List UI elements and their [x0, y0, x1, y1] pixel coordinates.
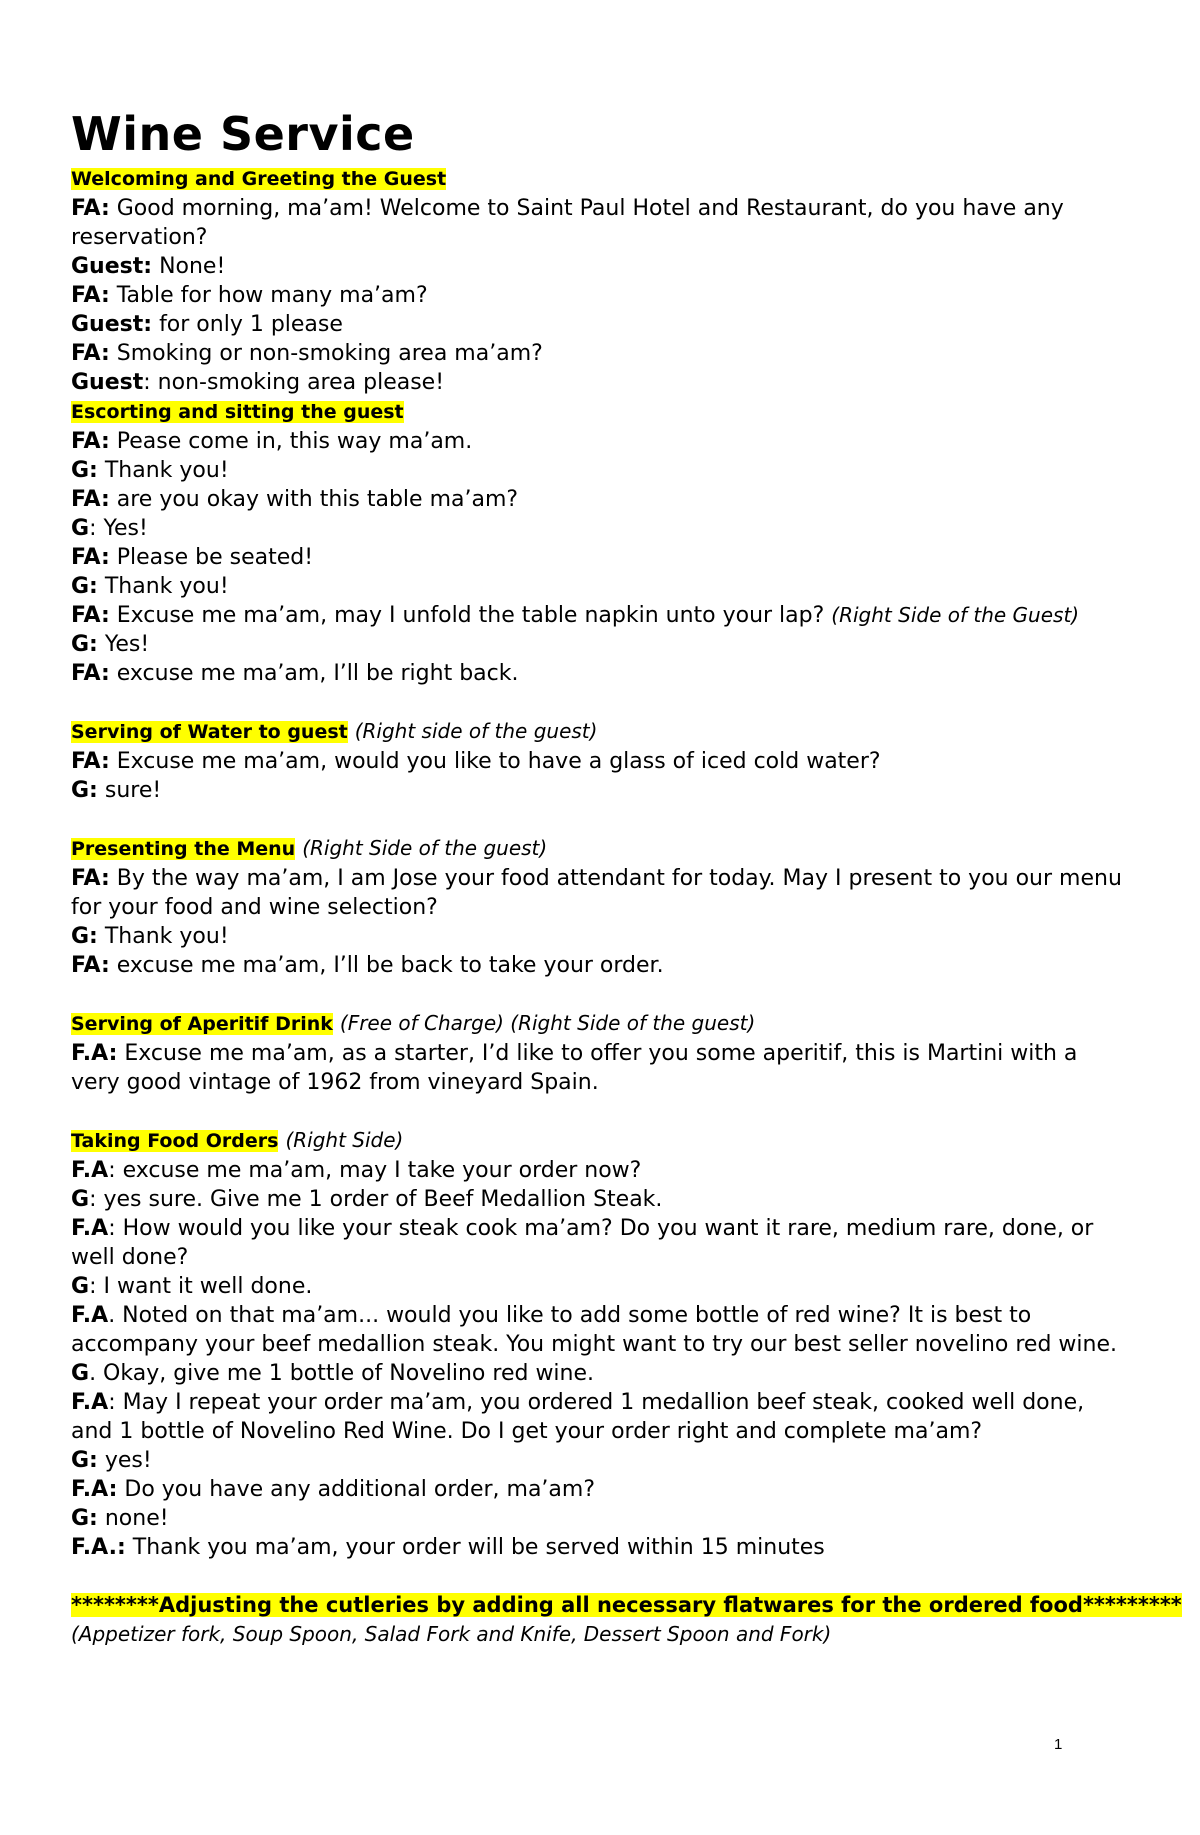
- dialogue-text: Excuse me ma’am, as a starter, I’d like to offer you some aperitif, this is Martini with a very good vintage of 1962 from vineyard Spain.: [71, 1041, 1078, 1095]
- dialogue-text: Do you have any additional order, ma’am?: [124, 1477, 596, 1502]
- dialogue-text: Pease come in, this way ma’am.: [116, 429, 473, 454]
- speaker: F.A:: [71, 1041, 118, 1066]
- speaker: FA:: [71, 953, 110, 978]
- speaker: Guest: [71, 370, 144, 395]
- section-heading: Welcoming and Greeting the Guest: [71, 168, 447, 190]
- dialogue-text: : May I repeat your order ma’am, you ordered 1 medallion beef steak, cooked well done, and 1 bottle of Novelino Red Wine. Do I get your order right and complete ma’am?: [71, 1390, 1085, 1444]
- dialogue-text: Thank you!: [104, 458, 229, 483]
- speaker: G: [71, 516, 90, 541]
- dialogue-text: yes!: [104, 1448, 152, 1473]
- section-escorting: [71, 397, 1141, 688]
- dialogue-text: for only 1 please: [159, 312, 343, 337]
- stage-note: (Right side of the guest): [354, 719, 598, 743]
- section-welcoming: [71, 164, 1141, 397]
- dialogue-text: Smoking or non-smoking area ma’am?: [116, 341, 543, 366]
- speaker: G:: [71, 458, 98, 483]
- dialogue-text: Good morning, ma’am! Welcome to Saint Paul Hotel and Restaurant, do you have any reservation?: [71, 196, 1064, 250]
- section-heading: Serving of Aperitif Drink: [71, 1013, 333, 1035]
- dialogue-text: Thank you!: [104, 924, 229, 949]
- cutlery-note: (Appetizer fork, Soup Spoon, Salad Fork and Knife, Dessert Spoon and Fork): [71, 1622, 832, 1646]
- speaker: F.A.:: [71, 1535, 126, 1560]
- speaker: G: [71, 1361, 90, 1386]
- document-page: [71, 107, 1182, 1649]
- speaker: FA:: [71, 866, 110, 891]
- speaker: G: [71, 1274, 90, 1299]
- speaker: F.A: [71, 1390, 109, 1415]
- section-taking-orders: [71, 1126, 1141, 1562]
- section-heading: Serving of Water to guest: [71, 721, 348, 743]
- dialogue-text: . Okay, give me 1 bottle of Novelino red wine.: [89, 1361, 595, 1386]
- dialogue-text: are you okay with this table ma’am?: [116, 487, 519, 512]
- dialogue-text: Yes!: [104, 632, 150, 657]
- speaker: G:: [71, 574, 98, 599]
- dialogue-text: none!: [104, 1506, 169, 1531]
- speaker: G:: [71, 632, 98, 657]
- dialogue-text: None!: [159, 254, 226, 279]
- speaker: FA:: [71, 661, 110, 686]
- stage-note: (Right Side of the Guest): [831, 603, 1080, 627]
- dialogue-text: . Noted on that ma’am... would you like to add some bottle of red wine? It is best to accompany your beef medallion steak. You might want to try our best seller novelino red wine.: [71, 1303, 1117, 1357]
- section-heading: Taking Food Orders: [71, 1130, 279, 1152]
- speaker: FA:: [71, 749, 110, 774]
- dialogue-text: Excuse me ma’am, would you like to have a glass of iced cold water?: [116, 749, 881, 774]
- speaker: FA:: [71, 487, 110, 512]
- dialogue-text: excuse me ma’am, I’ll be back to take your order.: [116, 953, 664, 978]
- section-heading: Presenting the Menu: [71, 838, 296, 860]
- speaker: Guest:: [71, 312, 153, 337]
- speaker: G:: [71, 1448, 98, 1473]
- dialogue-text: Table for how many ma’am?: [116, 283, 428, 308]
- dialogue-text: Please be seated!: [116, 545, 314, 570]
- speaker: G:: [71, 924, 98, 949]
- dialogue-text: Thank you ma’am, your order will be served within 15 minutes: [132, 1535, 825, 1560]
- dialogue-text: excuse me ma’am, I’ll be right back.: [116, 661, 519, 686]
- speaker: F.A: [71, 1216, 109, 1241]
- dialogue-text: : Yes!: [89, 516, 148, 541]
- dialogue-text: : I want it well done.: [89, 1274, 313, 1299]
- dialogue-text: : How would you like your steak cook ma’am? Do you want it rare, medium rare, done, or well done?: [71, 1216, 1094, 1270]
- section-presenting-menu: [71, 834, 1141, 980]
- section-heading: Escorting and sitting the guest: [71, 401, 404, 423]
- speaker: FA:: [71, 545, 110, 570]
- speaker: FA:: [71, 196, 110, 221]
- speaker: G:: [71, 1506, 98, 1531]
- speaker: F.A: [71, 1303, 109, 1328]
- section-serving-water: [71, 717, 1141, 805]
- stage-note: (Free of Charge) (Right Side of the guest): [339, 1011, 756, 1035]
- stage-note: (Right Side): [285, 1128, 404, 1152]
- cutlery-section: [71, 1591, 1182, 1649]
- stage-note: (Right Side of the guest): [302, 836, 548, 860]
- dialogue-text: : non-smoking area please!: [143, 370, 445, 395]
- speaker: G:: [71, 778, 98, 803]
- speaker: FA:: [71, 283, 110, 308]
- speaker: F.A: [71, 1158, 109, 1183]
- page-number: 1: [1054, 1736, 1063, 1753]
- speaker: FA:: [71, 429, 110, 454]
- dialogue-text: : yes sure. Give me 1 order of Beef Medallion Steak.: [89, 1187, 663, 1212]
- cutlery-banner: ********Adjusting the cutleries by adding all necessary flatwares for the ordered food*********: [71, 1593, 1182, 1617]
- section-aperitif: [71, 1009, 1141, 1097]
- dialogue-text: Thank you!: [104, 574, 229, 599]
- dialogue-text: By the way ma’am, I am Jose your food attendant for today. May I present to you our menu for your food and wine selection?: [71, 866, 1122, 920]
- speaker: FA:: [71, 341, 110, 366]
- speaker: F.A:: [71, 1477, 118, 1502]
- speaker: Guest:: [71, 254, 153, 279]
- dialogue-text: : excuse me ma’am, may I take your order now?: [108, 1158, 642, 1183]
- speaker: FA:: [71, 603, 110, 628]
- dialogue-text: Excuse me ma’am, may I unfold the table napkin unto your lap?: [116, 603, 825, 628]
- speaker: G: [71, 1187, 90, 1212]
- page-title: Wine Service: [71, 107, 415, 161]
- dialogue-text: sure!: [104, 778, 162, 803]
